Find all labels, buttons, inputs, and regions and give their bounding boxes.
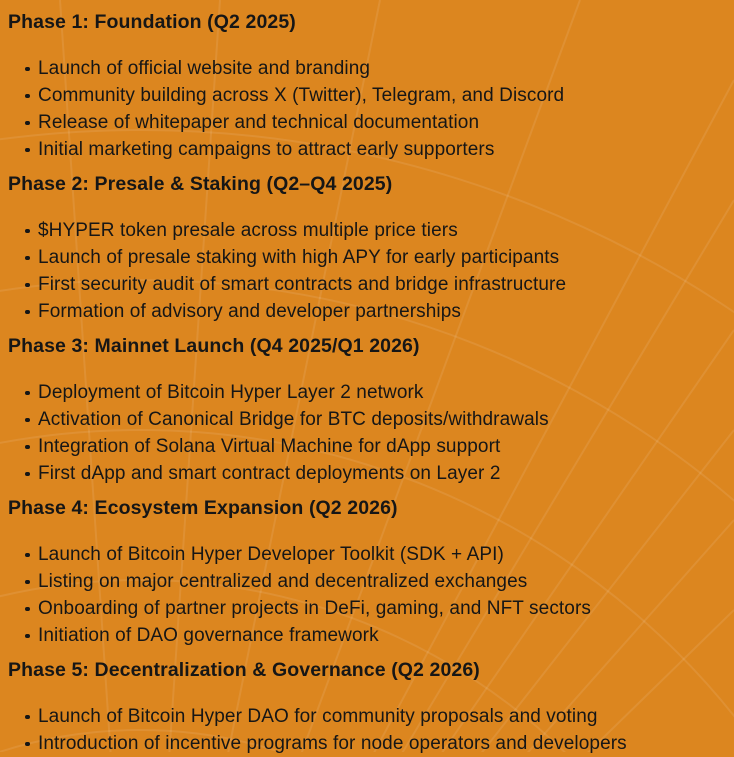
bullet-dot-icon <box>25 418 30 423</box>
roadmap-item-text: Integration of Solana Virtual Machine for dApp support <box>38 436 501 457</box>
bullet-dot-icon <box>25 472 30 477</box>
bullet-dot-icon <box>25 742 30 747</box>
bullet-dot-icon <box>25 445 30 450</box>
phase-5-heading: Phase 5: Decentralization & Governance (Q2 2026) <box>8 659 480 681</box>
roadmap-item-text: $HYPER token presale across multiple price tiers <box>38 220 458 241</box>
roadmap-item <box>38 460 726 487</box>
phase-5-items <box>8 703 726 757</box>
roadmap-item-text: Initiation of DAO governance framework <box>38 625 379 646</box>
bullet-dot-icon <box>25 310 30 315</box>
phase-1-heading: Phase 1: Foundation (Q2 2025) <box>8 11 296 33</box>
phase-4-items <box>8 541 726 649</box>
roadmap-item-text: Launch of official website and branding <box>38 58 371 79</box>
bullet-dot-icon <box>25 634 30 639</box>
bullet-dot-icon <box>25 607 30 612</box>
roadmap-item <box>38 109 726 136</box>
phase-2-items <box>8 217 726 325</box>
bullet-dot-icon <box>25 256 30 261</box>
phase-3-items <box>8 379 726 487</box>
bullet-dot-icon <box>25 148 30 153</box>
roadmap-section-phase-2 <box>8 172 726 325</box>
roadmap-item <box>38 568 726 595</box>
phase-4-heading: Phase 4: Ecosystem Expansion (Q2 2026) <box>8 497 398 519</box>
roadmap-item-text: Onboarding of partner projects in DeFi, gaming, and NFT sectors <box>38 598 591 619</box>
roadmap-section-phase-4 <box>8 496 726 649</box>
roadmap-item <box>38 244 726 271</box>
roadmap-section-phase-3 <box>8 334 726 487</box>
roadmap-item <box>38 622 726 649</box>
bullet-dot-icon <box>25 229 30 234</box>
roadmap-item-text: Activation of Canonical Bridge for BTC deposits/withdrawals <box>38 409 549 430</box>
roadmap-item-text: Listing on major centralized and decentralized exchanges <box>38 571 528 592</box>
roadmap-item <box>38 541 726 568</box>
roadmap-item-text: First security audit of smart contracts and bridge infrastructure <box>38 274 567 295</box>
roadmap-item <box>38 703 726 730</box>
roadmap-section-phase-1 <box>8 10 726 163</box>
roadmap-item <box>38 136 726 163</box>
roadmap-item <box>38 595 726 622</box>
phase-2-heading: Phase 2: Presale & Staking (Q2–Q4 2025) <box>8 173 393 195</box>
roadmap-item-text: Introduction of incentive programs for node operators and developers <box>38 733 627 754</box>
roadmap-item-text: Release of whitepaper and technical documentation <box>38 112 480 133</box>
roadmap-item <box>38 271 726 298</box>
roadmap-item-text: Deployment of Bitcoin Hyper Layer 2 network <box>38 382 424 403</box>
bullet-dot-icon <box>25 580 30 585</box>
roadmap-item-text: Launch of Bitcoin Hyper DAO for community proposals and voting <box>38 706 598 727</box>
roadmap-item-text: Launch of Bitcoin Hyper Developer Toolkit (SDK + API) <box>38 544 504 565</box>
roadmap-item-text: Launch of presale staking with high APY for early participants <box>38 247 560 268</box>
roadmap-item <box>38 730 726 757</box>
phase-1-items <box>8 55 726 163</box>
bullet-dot-icon <box>25 715 30 720</box>
roadmap-item-text: First dApp and smart contract deployments on Layer 2 <box>38 463 501 484</box>
phase-3-heading: Phase 3: Mainnet Launch (Q4 2025/Q1 2026) <box>8 335 420 357</box>
roadmap-item <box>38 217 726 244</box>
bullet-dot-icon <box>25 391 30 396</box>
roadmap-item <box>38 298 726 325</box>
bullet-dot-icon <box>25 67 30 72</box>
roadmap-item-text: Formation of advisory and developer partnerships <box>38 301 462 322</box>
bullet-dot-icon <box>25 94 30 99</box>
bullet-dot-icon <box>25 283 30 288</box>
roadmap-item <box>38 406 726 433</box>
roadmap-item-text: Initial marketing campaigns to attract early supporters <box>38 139 495 160</box>
roadmap-item <box>38 379 726 406</box>
bullet-dot-icon <box>25 121 30 126</box>
roadmap-section-phase-5 <box>8 658 726 757</box>
roadmap-item <box>38 82 726 109</box>
bullet-dot-icon <box>25 553 30 558</box>
roadmap-item <box>38 55 726 82</box>
roadmap-item <box>38 433 726 460</box>
roadmap-item-text: Community building across X (Twitter), Telegram, and Discord <box>38 85 565 106</box>
